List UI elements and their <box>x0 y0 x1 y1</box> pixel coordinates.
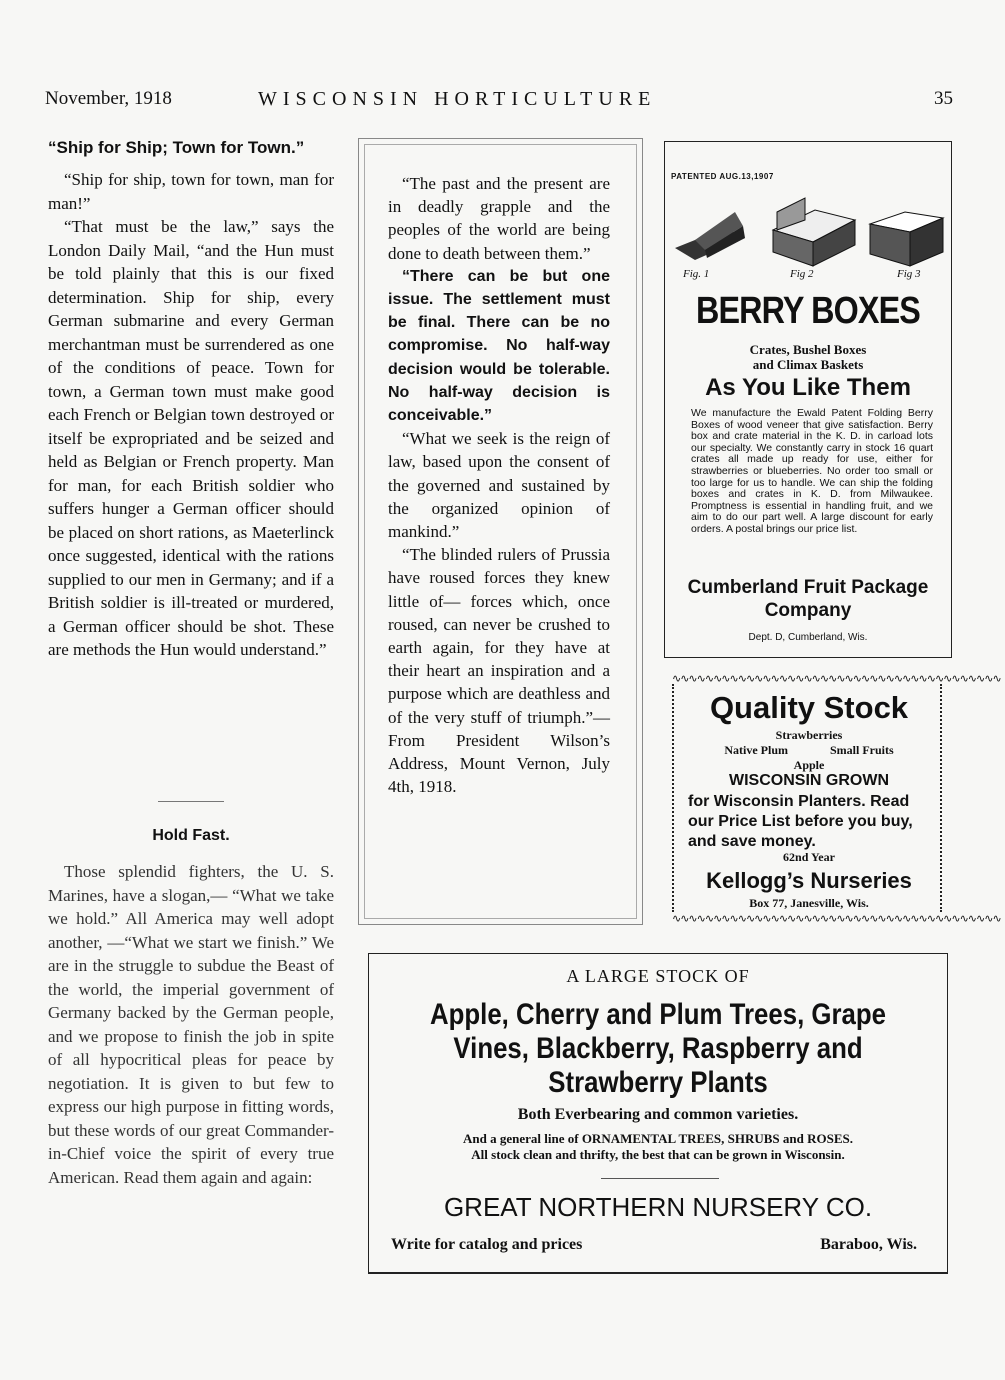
quality-line <box>672 743 946 758</box>
quote-paragraph: “The blinded rulers of Prussia have roused forces they knew little of— forces which, once roused, can never be crushed to earth again, for they have at their heart an inspiration and a purpose which are deathless and of the very stuff of triumph.”— From President Wilson’s Address, Mount Vernon, July 4th, 1918. <box>388 545 610 797</box>
divider <box>601 1178 719 1179</box>
berry-subtitle-line: and Climax Baskets <box>752 357 864 372</box>
article-title: Hold Fast. <box>152 827 230 844</box>
nursery-general <box>369 1131 947 1163</box>
nursery-varieties: Both Everbearing and common varieties. <box>517 1106 799 1123</box>
figure-label: Fig 2 <box>790 268 814 280</box>
open-box-icon <box>773 198 855 266</box>
crate-box-icon <box>870 212 943 266</box>
berry-subtitle-line: Crates, Bushel Boxes <box>749 342 867 357</box>
kelloggs-nurseries: Kellogg’s Nurseries <box>706 868 912 893</box>
folded-box-icon <box>675 212 745 260</box>
nursery-intro: A LARGE STOCK OF <box>566 966 750 986</box>
berry-boxes-title: BERRY BOXES <box>695 290 921 332</box>
nursery-location: Baraboo, Wis. <box>820 1236 917 1253</box>
wisconsin-grown: WISCONSIN GROWN <box>729 772 889 789</box>
figure-label: Fig 3 <box>897 268 921 280</box>
quality-address: Box 77, Janesville, Wis. <box>749 896 869 910</box>
nursery-headline: Apple, Cherry and Plum Trees, Grape Vines, Blackberry, Raspberry and Strawberry Plants <box>430 998 886 1099</box>
quality-stock-ad <box>672 672 1001 926</box>
nursery-general-line: And a general line of ORNAMENTAL TREES, SHRUBS and ROSES. <box>463 1131 853 1146</box>
quality-line: Apple <box>793 758 825 772</box>
quote-paragraph: “What we seek is the reign of law, based upon the consent of the governed and sustained by the organized opinion of mankind.” <box>388 429 610 542</box>
page-number: 35 <box>934 88 953 109</box>
berry-box-figures <box>665 190 951 270</box>
wilson-quotation <box>388 172 610 798</box>
berry-body-text: We manufacture the Ewald Patent Folding Berry Boxes of wood veneer that give satisfaction. Berry box and crate material in the K. D. in carload lots our specialty. We constantly carry in stock 16 quart crates all made up ready for use, either for strawberries or blueberries. No order too small or too large for us to handle. We can ship the folding boxes and crates in K. D. from Milwaukee. Promptness is essential in handling fruit, and we aim to do our part well. A large discount for early orders. A postal brings our price list. <box>691 407 933 535</box>
patent-note: PATENTED AUG.13,1907 <box>671 172 774 181</box>
nursery-general-line: All stock clean and thrifty, the best that can be grown in Wisconsin. <box>471 1147 845 1162</box>
divider <box>158 801 224 802</box>
magazine-title: WISCONSIN HORTICULTURE <box>258 88 657 110</box>
great-northern-nursery-ad <box>368 953 948 1274</box>
quality-line: Strawberries <box>775 728 843 742</box>
figure-label: Fig. 1 <box>683 268 710 280</box>
company-name-line: Company <box>764 600 852 621</box>
header-date: November, 1918 <box>45 88 172 109</box>
quote-paragraph-bold: “There can be but one issue. The settlement must be final. There can be no compromise. No half-way decision would be tolerable. No half-way decision is conceivable.” <box>388 267 610 425</box>
berry-company <box>665 576 951 622</box>
article-paragraph: “That must be the law,” says the London Daily Mail, “and the Hun must be told plainly that this is our fixed determination. Ship for ship, every German submarine and every German merchantman must be surrendered as one of the conditions of peace. Town for town, a German town must make good each French or Belgian town destroyed or itself be expropriated and be seized and held as Belgian or French property. Man for man, for each British soldier who suffers hunger a German officer should be placed on short rations, as Maeterlinck once suggested, identical with the rations supplied to our men in Germany; and if a British soldier is ill-treated or murdered, a German officer should be shot. These are methods the Hun would understand.” <box>48 217 334 659</box>
zigzag-border-top: ∿∿∿∿∿∿∿∿∿∿∿∿∿∿∿∿∿∿∿∿∿∿∿∿∿∿∿∿∿∿∿∿∿∿∿∿∿∿∿∿ <box>672 672 1001 685</box>
quality-title: Quality Stock <box>709 690 909 725</box>
quality-year: 62nd Year <box>783 850 835 864</box>
quote-paragraph: “The past and the present are in deadly grapple and the peoples of the world are being done to death between them.” <box>388 174 610 263</box>
berry-boxes-ad <box>664 141 952 658</box>
berry-tagline: As You Like Them <box>705 374 911 401</box>
berry-subtitle <box>665 342 951 372</box>
zigzag-border-bottom: ∿∿∿∿∿∿∿∿∿∿∿∿∿∿∿∿∿∿∿∿∿∿∿∿∿∿∿∿∿∿∿∿∿∿∿∿∿∿∿∿ <box>672 912 1001 925</box>
article-title: “Ship for Ship; Town for Town.” <box>48 138 305 157</box>
berry-address: Dept. D, Cumberland, Wis. <box>748 632 868 643</box>
quality-item: Native Plum <box>724 743 788 757</box>
article-paragraph: “Ship for ship, town for town, man for man!” <box>48 170 334 213</box>
nursery-catalog-note: Write for catalog and prices <box>391 1236 583 1253</box>
box-illustrations <box>665 190 951 270</box>
nursery-company: GREAT NORTHERN NURSERY CO. <box>443 1192 873 1222</box>
quality-item: Small Fruits <box>829 743 894 757</box>
article-ship-for-ship <box>48 138 334 662</box>
company-name-line: Cumberland Fruit Package <box>687 577 929 598</box>
article-hold-fast <box>48 860 334 1189</box>
article-paragraph: Those splendid fighters, the U. S. Marines, have a slogan,— “What we take we hold.” All America may well adopt another, —“What we start we finish.” We are in the struggle to subdue the Beast of the world, the imperial government of Germany backed by the German people, and we propose to finish the job in spite of all hypocritical pleas for peace by negotiation. It is given to but few to express our high purpose in fitting words, but these words of our great Commander-in-Chief voice the spirit of every true American. Read them again and again: <box>48 862 334 1187</box>
quality-description: for Wisconsin Planters. Read our Price List before you buy, and save money. <box>688 793 913 850</box>
